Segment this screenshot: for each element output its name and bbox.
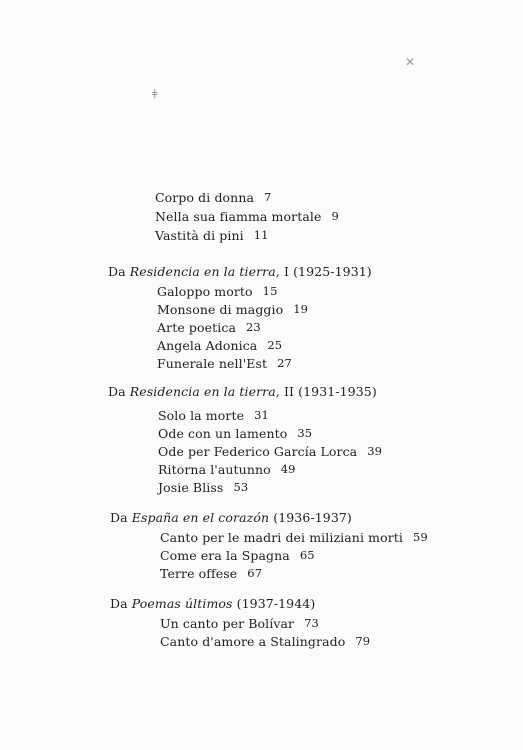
toc-entry [160,616,319,631]
entry-page: 79 [355,634,371,648]
toc-entry [160,530,428,545]
entry-page: 27 [277,356,292,370]
work-title: Residencia en la tierra, [129,384,280,399]
work-title: España en el corazón [131,510,270,525]
section-heading: Da Poemas últimos (1937-1944) [110,596,316,611]
toc-entry [158,462,296,477]
section-heading: Da Residencia en la tierra, II (1931-1935) [108,384,377,399]
toc-entry [157,356,292,371]
toc-entry [158,426,312,441]
entry-title: Galoppo morto [157,284,253,299]
entry-page: 7 [264,190,272,204]
entry-title: Canto d'amore a Stalingrado [160,634,346,649]
entry-title: Terre offese [160,566,238,581]
toc-entry [155,228,269,243]
entry-title: Angela Adonica [157,338,258,353]
toc-entry [157,338,282,353]
entry-page: 53 [233,480,249,494]
entry-title: Arte poetica [157,320,236,335]
section-heading: Da España en el corazón (1936-1937) [110,510,352,525]
toc-entry [160,566,262,581]
entry-page: 25 [267,338,283,352]
entry-page: 35 [297,426,313,440]
work-title: Poemas últimos [131,596,233,611]
entry-page: 67 [247,566,263,580]
entry-page: 31 [254,408,269,422]
toc-entry [157,284,278,299]
entry-title: Josie Bliss [158,480,224,495]
print-mark: ✕ [405,55,416,69]
toc-entry [158,408,269,423]
toc-entry [160,634,370,649]
entry-title: Ode con un lamento [158,426,288,441]
entry-title: Funerale nell'Est [157,356,268,371]
toc-entry [160,548,315,563]
section-heading: Da Residencia en la tierra, I (1925-1931) [108,264,372,279]
entry-page: 59 [413,530,428,544]
entry-title: Ode per Federico García Lorca [158,444,358,459]
toc-entry [158,480,248,495]
work-title: Residencia en la tierra, [129,264,280,279]
entry-title: Monsone di maggio [157,302,284,317]
entry-title: Un canto per Bolívar [160,616,295,631]
entry-page: 73 [304,616,319,630]
entry-page: 39 [367,444,383,458]
entry-page: 49 [280,462,296,476]
entry-title: Nella sua fiamma mortale [155,209,322,224]
entry-page: 23 [246,320,261,334]
entry-page: 15 [262,284,278,298]
print-mark: ǂ [152,87,158,101]
entry-page: 19 [293,302,309,316]
toc-entry [155,190,271,205]
toc-entry [157,302,308,317]
entry-page: 65 [299,548,315,562]
entry-title: Ritorna l'autunno [158,462,271,477]
entry-page: 11 [253,228,269,242]
toc-entry [158,444,382,459]
toc-entry [155,209,339,224]
entry-title: Come era la Spagna [160,548,290,563]
toc-entry [157,320,261,335]
entry-title: Canto per le madri dei miliziani morti [160,530,404,545]
entry-title: Corpo di donna [155,190,255,205]
entry-title: Solo la morte [158,408,245,423]
entry-page: 9 [331,209,339,223]
entry-title: Vastità di pini [155,228,244,243]
